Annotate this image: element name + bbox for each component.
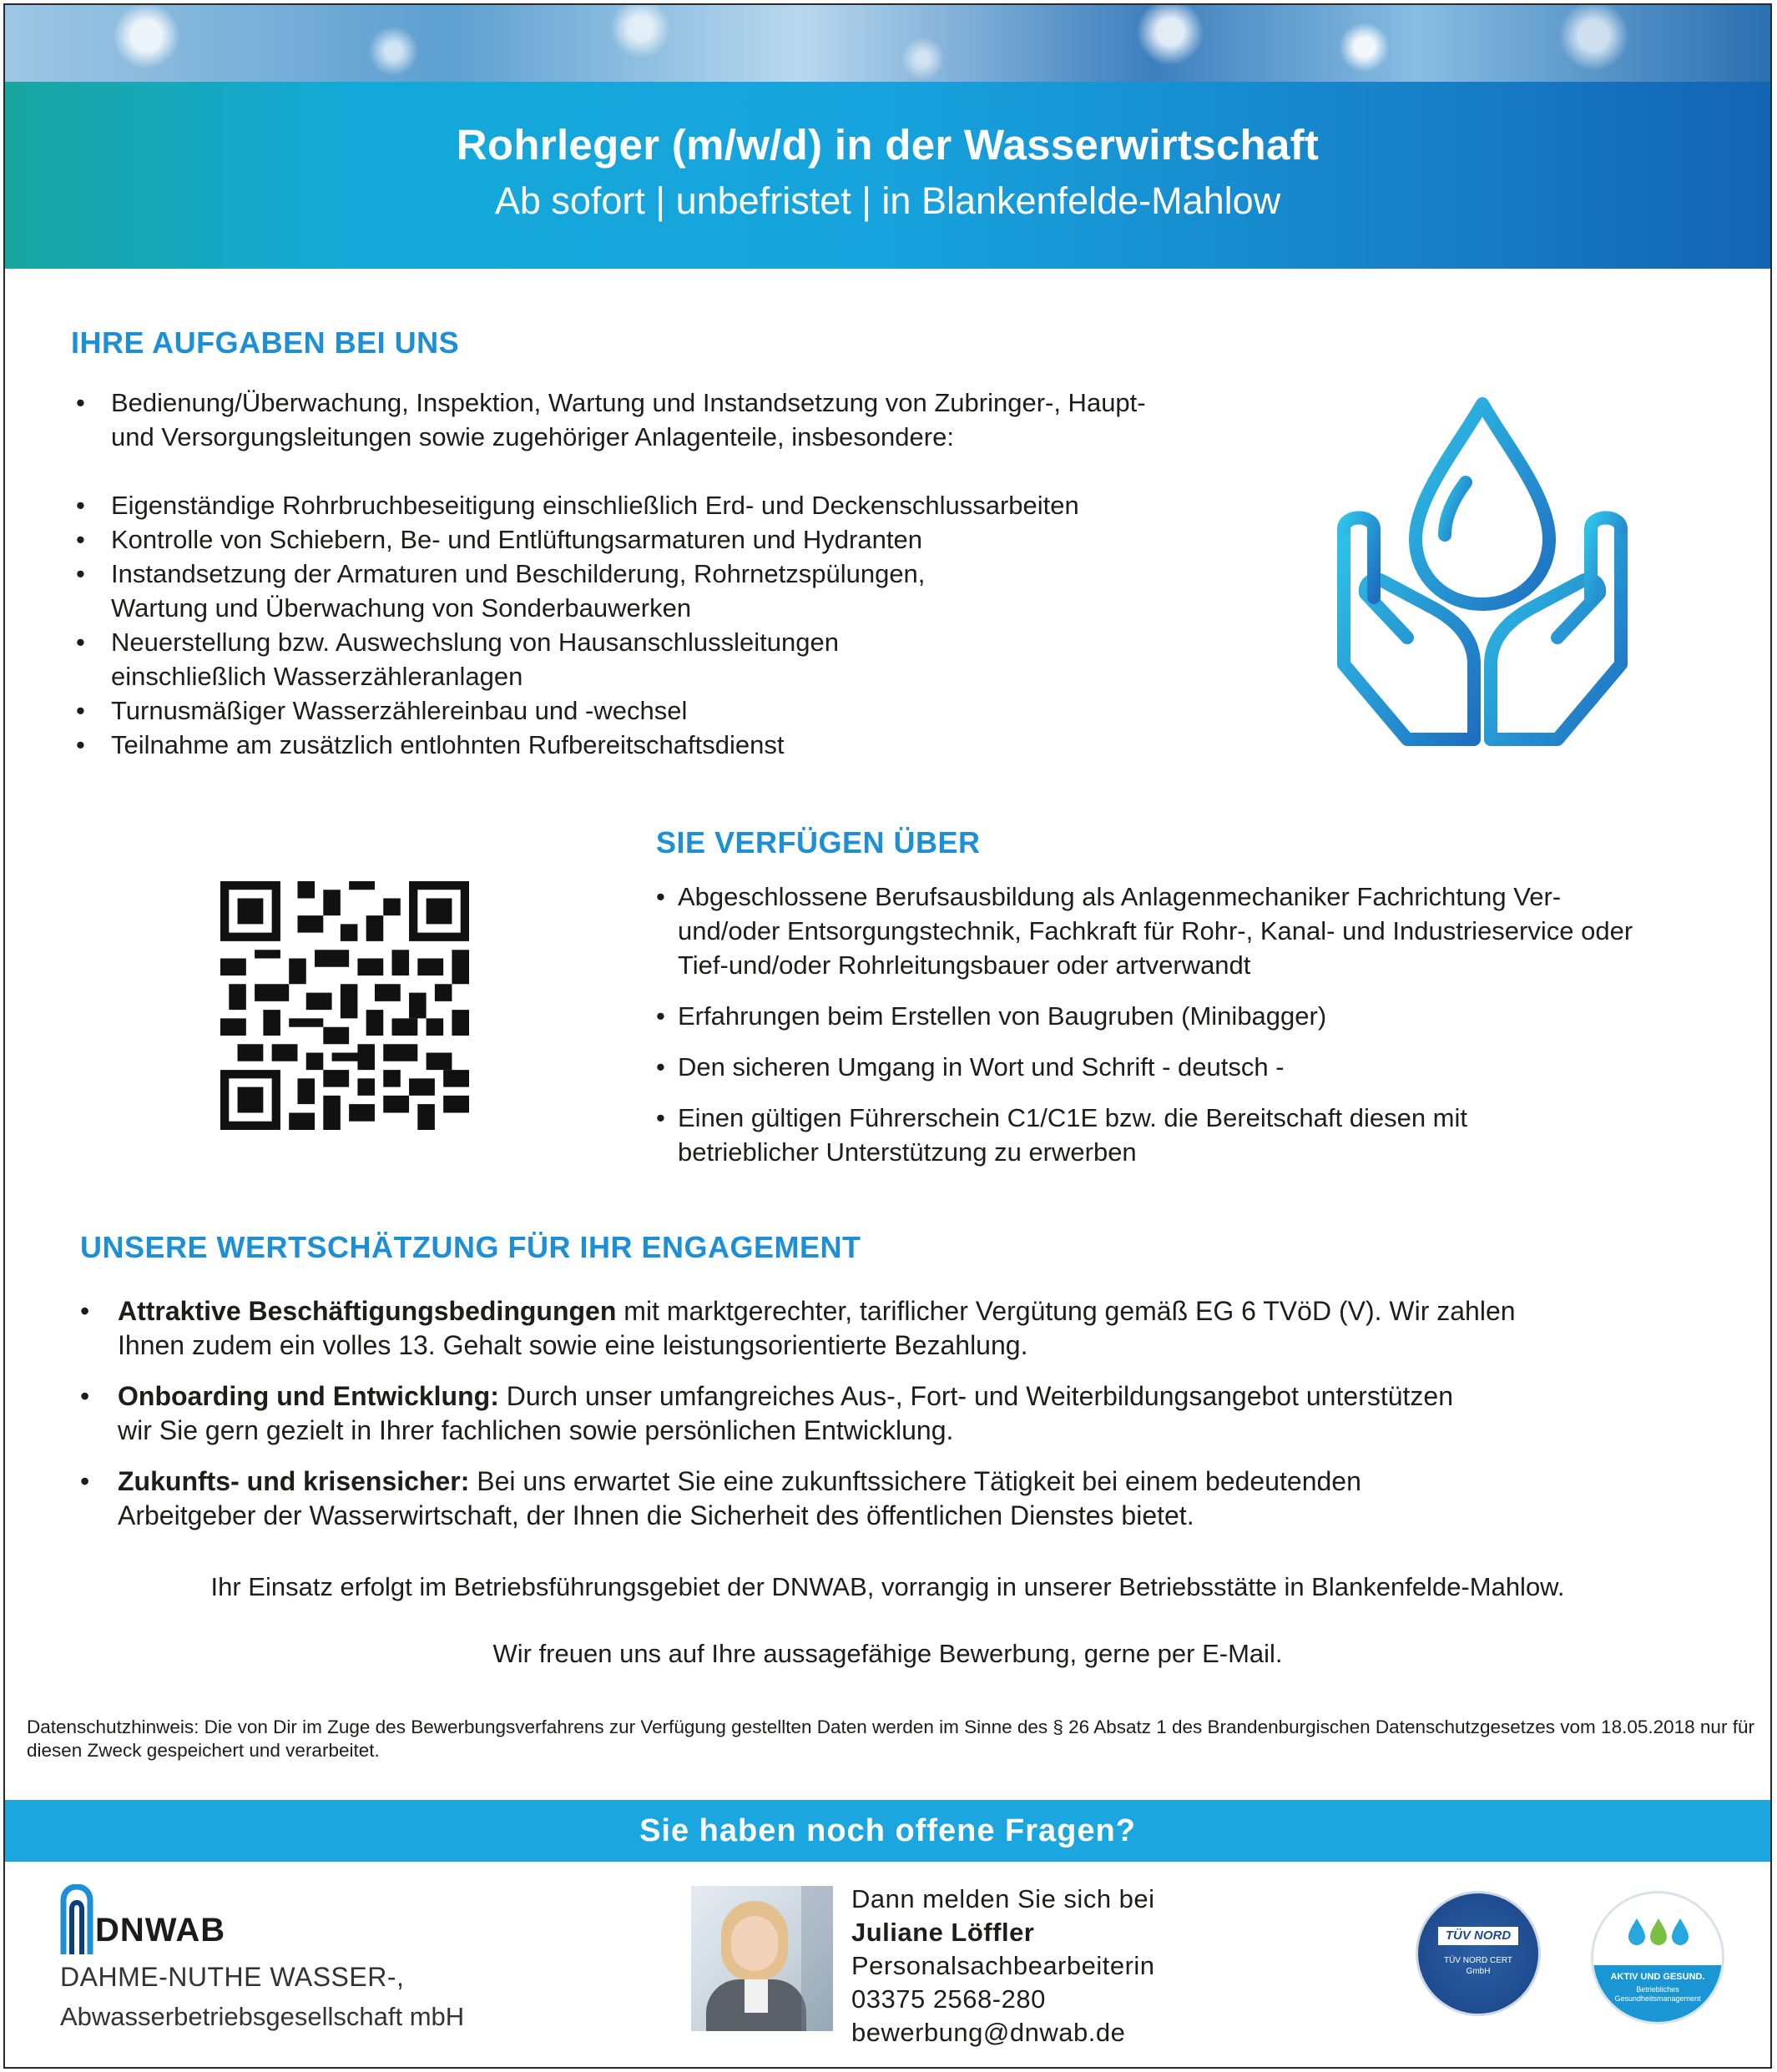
- list-item: • Bedienung/Überwachung, Inspektion, Wartung und Instandsetzung von Zubringer-, Haupt- und Versorgungsleitungen sowie zugehöriger Anlagenteile, insbesondere:: [68, 386, 1169, 454]
- contact-email[interactable]: bewerbung@dnwab.de: [851, 2018, 1126, 2047]
- job-ad-frame: [3, 3, 1772, 2069]
- benefit-bold: Zukunfts- und krisensicher:: [118, 1466, 470, 1496]
- skills-list: [656, 880, 1658, 1186]
- water-drop-hands-icon: [1307, 389, 1658, 773]
- company-name-line1: DAHME-NUTHE WASSER-,: [60, 1962, 405, 1992]
- company-logo-text: DNWAB: [95, 1912, 226, 1948]
- health-badge-sub: Betriebliches Gesundheitsmanagement: [1614, 1985, 1701, 2003]
- benefit-bold: Attraktive Beschäftigungsbedingungen: [118, 1296, 617, 1326]
- benefit-text: Durch unser umfangreiches Aus-, Fort- und Weiterbildungsangebot unterstützen wir Sie gern gezielt in Ihrer fachlichen sowie persönlichen Entwicklung.: [118, 1381, 1453, 1445]
- benefits-list: [72, 1294, 1516, 1550]
- list-item: • Neuerstellung bzw. Auswechslung von Hausanschlussleitungen einschließlich Wasserzähleranlagen: [68, 625, 946, 693]
- list-item: • Den sicheren Umgang in Wort und Schrift - deutsch -: [656, 1050, 1658, 1084]
- list-item: • Erfahrungen beim Erstellen von Baugruben (Minibagger): [656, 999, 1658, 1033]
- job-title: Rohrleger (m/w/d) in der Wasserwirtschaft: [456, 121, 1320, 169]
- contact-block: [851, 1883, 1155, 2049]
- health-badge: [1591, 1891, 1724, 2024]
- privacy-notice: Datenschutzhinweis: Die von Dir im Zuge des Bewerbungsverfahrens zur Verfügung gestellten Daten werden im Sinne des § 26 Absatz 1 des Brandenburgischen Datenschutzgesetzes vom 18.05.2018 nur für diesen Zweck gespeichert und verarbeitet.: [27, 1717, 1754, 1761]
- list-item: [72, 1379, 1453, 1448]
- contact-photo: [691, 1886, 833, 2031]
- company-name-line2: Abwasserbetriebsgesellschaft mbH: [60, 2002, 465, 2031]
- water-photo-strip: [5, 5, 1770, 82]
- drops-icon: [1625, 1915, 1692, 1948]
- list-item: • Turnusmäßiger Wasserzählereinbau und -wechsel: [68, 693, 1169, 728]
- contact-phone: 03375 2568-280: [851, 1984, 1046, 2014]
- skills-heading: SIE VERFÜGEN ÜBER: [656, 825, 981, 860]
- contact-role: Personalsachbearbeiterin: [851, 1951, 1155, 1980]
- dnwab-logo-icon: [60, 1884, 93, 1954]
- qr-code: [220, 881, 469, 1130]
- list-item: • Eigenständige Rohrbruchbeseitigung einschließlich Erd- und Deckenschlussarbeiten: [68, 488, 1169, 522]
- list-item: • Instandsetzung der Armaturen und Beschilderung, Rohrnetzspülungen, Wartung und Überwachung von Sonderbauwerken: [68, 557, 946, 625]
- list-item: • Abgeschlossene Berufsausbildung als Anlagenmechaniker Fachrichtung Ver- und/oder Entsorgungstechnik, Fachkraft für Rohr-, Kanal- und Industrieservice oder Tief-und/oder Rohrleitungsbauer oder artverwandt: [656, 880, 1658, 982]
- tasks-heading: IHRE AUFGABEN BEI UNS: [71, 325, 460, 360]
- benefits-heading: UNSERE WERTSCHÄTZUNG FÜR IHR ENGAGEMENT: [80, 1230, 861, 1264]
- application-note: Wir freuen uns auf Ihre aussagefähige Bewerbung, gerne per E-Mail.: [492, 1639, 1283, 1668]
- list-item: • Teilnahme am zusätzlich entlohnten Rufbereitschaftsdienst: [68, 728, 1169, 762]
- location-note: Ihr Einsatz erfolgt im Betriebsführungsgebiet der DNWAB, vorrangig in unserer Betriebsstätte in Blankenfelde-Mahlow.: [210, 1572, 1565, 1601]
- benefit-bold: Onboarding und Entwicklung:: [118, 1381, 499, 1411]
- list-item: • Kontrolle von Schiebern, Be- und Entlüftungsarmaturen und Hydranten: [68, 522, 1169, 557]
- job-subtitle: Ab sofort | unbefristet | in Blankenfelde-Mahlow: [494, 179, 1281, 222]
- benefit-text: mit marktgerechter, tariflicher Vergütung gemäß EG 6 TVöD (V). Wir zahlen Ihnen zudem ein volles 13. Gehalt sowie eine leistungsorientierte Bezahlung.: [118, 1296, 1516, 1360]
- title-banner: [5, 82, 1770, 269]
- contact-name: Juliane Löffler: [851, 1918, 1035, 1947]
- tuv-badge-title: TÜV NORD: [1438, 1927, 1518, 1945]
- benefit-text: Bei uns erwartet Sie eine zukunftssichere Tätigkeit bei einem bedeutenden Arbeitgeber der Wasserwirtschaft, der Ihnen die Sicherheit des öffentlichen Dienstes bietet.: [118, 1466, 1361, 1530]
- tuv-badge-sub: TÜV NORD CERT GmbH: [1443, 1956, 1513, 1976]
- questions-bar: Sie haben noch offene Fragen?: [5, 1800, 1770, 1862]
- list-item: [72, 1465, 1503, 1533]
- tuv-badge: [1416, 1891, 1541, 2016]
- health-badge-title: AKTIV UND GESUND.: [1610, 1972, 1705, 1982]
- list-item: • Einen gültigen Führerschein C1/C1E bzw. die Bereitschaft diesen mit betrieblicher Unterstützung zu erwerben: [656, 1101, 1579, 1169]
- contact-intro: Dann melden Sie sich bei: [851, 1884, 1155, 1913]
- list-item: [72, 1294, 1537, 1363]
- tasks-list: [68, 386, 1169, 762]
